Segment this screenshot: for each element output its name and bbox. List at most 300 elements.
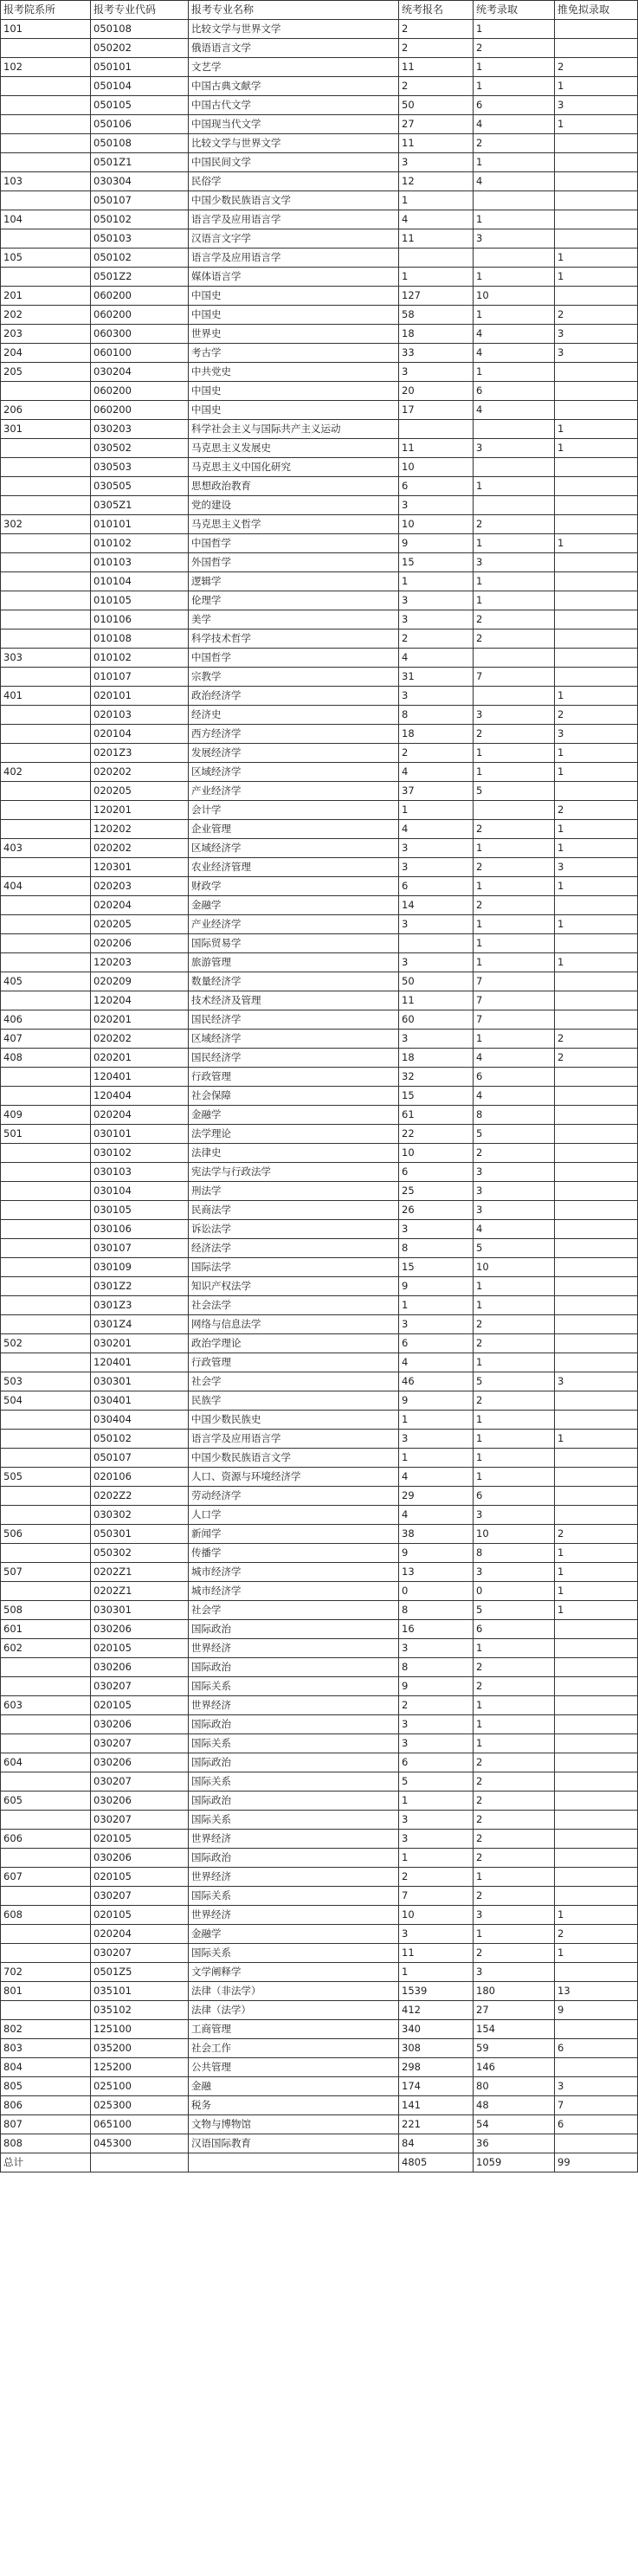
table-row	[1, 1030, 638, 1049]
cell-recommended-admitted	[555, 1277, 638, 1296]
cell-exam-admitted: 2	[474, 1849, 555, 1868]
table-row	[1, 1944, 638, 1963]
table-row	[1, 1277, 638, 1296]
cell-exam-admitted: 1	[474, 268, 555, 287]
cell-major-name: 马克思主义中国化研究	[189, 458, 399, 477]
cell-exam-admitted: 1	[474, 1430, 555, 1449]
cell-recommended-admitted	[555, 1258, 638, 1277]
cell-major-code: 030401	[91, 1391, 189, 1411]
cell-department	[1, 1201, 91, 1220]
cell-department	[1, 115, 91, 134]
cell-department: 502	[1, 1334, 91, 1353]
cell-major-code: 010102	[91, 649, 189, 668]
cell-department: 203	[1, 325, 91, 344]
cell-exam-applicants: 61	[399, 1106, 474, 1125]
cell-exam-applicants	[399, 934, 474, 953]
cell-department: 102	[1, 58, 91, 77]
cell-department	[1, 1849, 91, 1868]
cell-major-name: 语言学及应用语言学	[189, 210, 399, 229]
cell-exam-applicants: 3	[399, 687, 474, 706]
cell-department	[1, 1811, 91, 1830]
cell-exam-applicants: 1	[399, 1849, 474, 1868]
cell-major-code: 0202Z2	[91, 1487, 189, 1506]
cell-recommended-admitted	[555, 210, 638, 229]
cell-department: 303	[1, 649, 91, 668]
cell-recommended-admitted	[555, 1163, 638, 1182]
cell-major-code: 0301Z2	[91, 1277, 189, 1296]
cell-exam-admitted: 2	[474, 629, 555, 649]
table-row	[1, 325, 638, 344]
cell-recommended-admitted: 1	[555, 763, 638, 782]
cell-recommended-admitted: 1	[555, 1563, 638, 1582]
cell-major-name: 区域经济学	[189, 763, 399, 782]
cell-major-code: 050104	[91, 77, 189, 96]
table-row	[1, 496, 638, 515]
cell-recommended-admitted	[555, 1696, 638, 1715]
cell-recommended-admitted: 9	[555, 2001, 638, 2020]
cell-major-code: 020209	[91, 972, 189, 991]
cell-recommended-admitted	[555, 1887, 638, 1906]
table-row	[1, 1087, 638, 1106]
cell-major-code: 0202Z1	[91, 1563, 189, 1582]
cell-department: 206	[1, 401, 91, 420]
cell-major-code: 030104	[91, 1182, 189, 1201]
table-row	[1, 839, 638, 858]
cell-major-code: 050102	[91, 249, 189, 268]
cell-exam-admitted: 2	[474, 1811, 555, 1830]
cell-major-name: 科学技术哲学	[189, 629, 399, 649]
table-row	[1, 1411, 638, 1430]
cell-exam-admitted: 146	[474, 2058, 555, 2077]
table-row	[1, 915, 638, 934]
cell-recommended-admitted	[555, 191, 638, 210]
table-row	[1, 1715, 638, 1734]
cell-exam-admitted	[474, 420, 555, 439]
cell-department	[1, 382, 91, 401]
cell-major-code: 030106	[91, 1220, 189, 1239]
cell-department	[1, 1734, 91, 1753]
cell-exam-applicants: 221	[399, 2115, 474, 2134]
cell-major-name: 旅游管理	[189, 953, 399, 972]
cell-recommended-admitted	[555, 172, 638, 191]
cell-major-name: 中国民间文学	[189, 153, 399, 172]
cell-department: 504	[1, 1391, 91, 1411]
table-row	[1, 191, 638, 210]
header-exam-applicants: 统考报名	[399, 1, 474, 20]
table-row	[1, 610, 638, 629]
cell-major-name: 俄语语言文学	[189, 39, 399, 58]
cell-major-code: 065100	[91, 2115, 189, 2134]
cell-recommended-admitted	[555, 1125, 638, 1144]
cell-department	[1, 1411, 91, 1430]
cell-major-code: 050301	[91, 1525, 189, 1544]
cell-major-code: 030207	[91, 1734, 189, 1753]
cell-recommended-admitted	[555, 1353, 638, 1372]
cell-major-name: 国际关系	[189, 1734, 399, 1753]
cell-exam-applicants: 4	[399, 210, 474, 229]
cell-major-name: 中国现当代文学	[189, 115, 399, 134]
table-row	[1, 1372, 638, 1391]
cell-department: 406	[1, 1010, 91, 1030]
cell-department: 601	[1, 1620, 91, 1639]
cell-recommended-admitted: 1	[555, 439, 638, 458]
cell-major-name: 国际关系	[189, 1677, 399, 1696]
total-row	[1, 2153, 638, 2172]
cell-exam-admitted: 3	[474, 1506, 555, 1525]
table-row	[1, 1334, 638, 1353]
cell-exam-applicants: 2	[399, 20, 474, 39]
cell-recommended-admitted	[555, 1068, 638, 1087]
cell-major-name: 中国少数民族语言文学	[189, 191, 399, 210]
cell-recommended-admitted	[555, 2058, 638, 2077]
cell-major-name: 金融	[189, 2077, 399, 2096]
cell-exam-applicants: 11	[399, 134, 474, 153]
cell-department	[1, 134, 91, 153]
cell-department	[1, 268, 91, 287]
table-row	[1, 1506, 638, 1525]
cell-exam-applicants: 9	[399, 534, 474, 553]
cell-department	[1, 1068, 91, 1087]
table-row	[1, 1639, 638, 1658]
cell-department	[1, 1487, 91, 1506]
cell-major-code: 010104	[91, 572, 189, 591]
table-row	[1, 1258, 638, 1277]
cell-recommended-admitted	[555, 553, 638, 572]
cell-department	[1, 534, 91, 553]
cell-major-code: 010102	[91, 534, 189, 553]
cell-department	[1, 1277, 91, 1296]
cell-exam-admitted: 2	[474, 1753, 555, 1772]
cell-recommended-admitted: 3	[555, 1372, 638, 1391]
cell-recommended-admitted: 3	[555, 2077, 638, 2096]
cell-recommended-admitted	[555, 401, 638, 420]
table-row	[1, 1125, 638, 1144]
cell-department	[1, 991, 91, 1010]
cell-recommended-admitted	[555, 229, 638, 249]
cell-exam-applicants: 4805	[399, 2153, 474, 2172]
cell-recommended-admitted	[555, 1182, 638, 1201]
cell-department: 405	[1, 972, 91, 991]
cell-exam-admitted	[474, 496, 555, 515]
cell-exam-applicants: 3	[399, 953, 474, 972]
cell-department	[1, 1544, 91, 1563]
table-row	[1, 649, 638, 668]
cell-major-code: 020202	[91, 763, 189, 782]
cell-major-name: 知识产权法学	[189, 1277, 399, 1296]
cell-department	[1, 1506, 91, 1525]
cell-exam-applicants: 298	[399, 2058, 474, 2077]
table-row	[1, 134, 638, 153]
cell-exam-admitted: 48	[474, 2096, 555, 2115]
cell-major-code: 020201	[91, 1049, 189, 1068]
cell-major-name: 企业管理	[189, 820, 399, 839]
cell-major-name: 国际贸易学	[189, 934, 399, 953]
cell-major-name: 社会学	[189, 1372, 399, 1391]
cell-exam-admitted: 1	[474, 744, 555, 763]
cell-major-name: 数量经济学	[189, 972, 399, 991]
cell-recommended-admitted	[555, 1201, 638, 1220]
cell-exam-applicants: 10	[399, 515, 474, 534]
cell-major-name: 诉讼法学	[189, 1220, 399, 1239]
table-row	[1, 1658, 638, 1677]
cell-department	[1, 1582, 91, 1601]
cell-exam-admitted: 7	[474, 972, 555, 991]
cell-exam-applicants: 8	[399, 1601, 474, 1620]
cell-department	[1, 1944, 91, 1963]
cell-major-name: 金融学	[189, 1106, 399, 1125]
cell-department	[1, 1258, 91, 1277]
table-row	[1, 420, 638, 439]
cell-recommended-admitted	[555, 1811, 638, 1830]
cell-major-name: 马克思主义发展史	[189, 439, 399, 458]
table-row	[1, 96, 638, 115]
cell-department	[1, 953, 91, 972]
cell-exam-admitted: 4	[474, 325, 555, 344]
cell-major-code: 020105	[91, 1696, 189, 1715]
cell-exam-applicants: 9	[399, 1391, 474, 1411]
table-row	[1, 1601, 638, 1620]
cell-recommended-admitted: 1	[555, 1544, 638, 1563]
cell-recommended-admitted	[555, 1144, 638, 1163]
table-row	[1, 306, 638, 325]
cell-major-code: 030207	[91, 1772, 189, 1792]
cell-exam-admitted: 1	[474, 1296, 555, 1315]
cell-recommended-admitted	[555, 668, 638, 687]
cell-department: 409	[1, 1106, 91, 1125]
cell-major-code: 020103	[91, 706, 189, 725]
table-row	[1, 782, 638, 801]
cell-major-code: 120401	[91, 1353, 189, 1372]
cell-major-code: 020204	[91, 896, 189, 915]
cell-recommended-admitted	[555, 496, 638, 515]
cell-major-code: 0301Z3	[91, 1296, 189, 1315]
cell-major-name: 金融学	[189, 896, 399, 915]
cell-major-name: 工商管理	[189, 2020, 399, 2039]
cell-department	[1, 1430, 91, 1449]
cell-major-code: 060200	[91, 287, 189, 306]
cell-major-name: 社会工作	[189, 2039, 399, 2058]
cell-exam-applicants: 16	[399, 1620, 474, 1639]
cell-exam-applicants: 12	[399, 172, 474, 191]
table-row	[1, 401, 638, 420]
cell-exam-admitted: 2	[474, 515, 555, 534]
cell-department	[1, 858, 91, 877]
table-row	[1, 1144, 638, 1163]
cell-major-name: 世界经济	[189, 1696, 399, 1715]
cell-exam-applicants: 6	[399, 477, 474, 496]
cell-exam-admitted: 2	[474, 1144, 555, 1163]
cell-recommended-admitted: 2	[555, 58, 638, 77]
table-row	[1, 763, 638, 782]
cell-major-code: 020104	[91, 725, 189, 744]
cell-exam-applicants: 14	[399, 896, 474, 915]
table-row	[1, 515, 638, 534]
cell-major-name: 社会保障	[189, 1087, 399, 1106]
table-row	[1, 344, 638, 363]
table-row	[1, 572, 638, 591]
cell-exam-applicants: 3	[399, 153, 474, 172]
cell-department	[1, 77, 91, 96]
cell-major-name: 财政学	[189, 877, 399, 896]
cell-major-name: 考古学	[189, 344, 399, 363]
cell-exam-admitted: 2	[474, 820, 555, 839]
cell-major-name: 传播学	[189, 1544, 399, 1563]
header-department: 报考院系所	[1, 1, 91, 20]
table-header	[1, 1, 638, 20]
cell-major-code: 020106	[91, 1468, 189, 1487]
cell-department: 402	[1, 763, 91, 782]
cell-department	[1, 439, 91, 458]
cell-major-name: 语言学及应用语言学	[189, 1430, 399, 1449]
cell-exam-admitted: 180	[474, 1982, 555, 2001]
cell-major-name: 政治学理论	[189, 1334, 399, 1353]
cell-major-name: 文物与博物馆	[189, 2115, 399, 2134]
cell-major-name: 法学理论	[189, 1125, 399, 1144]
cell-recommended-admitted	[555, 572, 638, 591]
cell-exam-applicants: 32	[399, 1068, 474, 1087]
cell-exam-admitted: 5	[474, 1601, 555, 1620]
cell-department: 401	[1, 687, 91, 706]
cell-exam-applicants: 6	[399, 1753, 474, 1772]
cell-recommended-admitted: 1	[555, 877, 638, 896]
cell-exam-applicants: 174	[399, 2077, 474, 2096]
cell-major-name: 会计学	[189, 801, 399, 820]
cell-exam-admitted: 1	[474, 877, 555, 896]
cell-department	[1, 915, 91, 934]
cell-major-code: 030109	[91, 1258, 189, 1277]
header-major-name: 报考专业名称	[189, 1, 399, 20]
cell-exam-applicants: 27	[399, 115, 474, 134]
cell-major-code: 120404	[91, 1087, 189, 1106]
cell-department	[1, 458, 91, 477]
cell-major-code: 030103	[91, 1163, 189, 1182]
cell-major-code: 030107	[91, 1239, 189, 1258]
cell-major-name: 城市经济学	[189, 1582, 399, 1601]
cell-major-code: 030304	[91, 172, 189, 191]
cell-exam-applicants: 8	[399, 1658, 474, 1677]
cell-major-name: 劳动经济学	[189, 1487, 399, 1506]
cell-exam-applicants: 10	[399, 1144, 474, 1163]
cell-exam-admitted: 1	[474, 953, 555, 972]
cell-major-name: 经济法学	[189, 1239, 399, 1258]
cell-exam-admitted: 5	[474, 1239, 555, 1258]
cell-major-code: 030301	[91, 1372, 189, 1391]
cell-exam-admitted: 6	[474, 1068, 555, 1087]
cell-major-name: 公共管理	[189, 2058, 399, 2077]
cell-recommended-admitted	[555, 458, 638, 477]
header-recommended-admitted: 推免拟录取	[555, 1, 638, 20]
cell-exam-admitted: 1	[474, 839, 555, 858]
cell-exam-admitted: 1	[474, 1925, 555, 1944]
cell-major-name: 农业经济管理	[189, 858, 399, 877]
cell-major-code: 030206	[91, 1620, 189, 1639]
cell-major-name: 中国史	[189, 287, 399, 306]
cell-recommended-admitted	[555, 1239, 638, 1258]
cell-exam-applicants: 20	[399, 382, 474, 401]
cell-major-name: 国际政治	[189, 1753, 399, 1772]
cell-recommended-admitted	[555, 610, 638, 629]
cell-major-code: 020101	[91, 687, 189, 706]
cell-exam-applicants: 6	[399, 877, 474, 896]
cell-recommended-admitted	[555, 363, 638, 382]
cell-department: 802	[1, 2020, 91, 2039]
cell-exam-applicants: 2	[399, 77, 474, 96]
cell-recommended-admitted	[555, 1868, 638, 1887]
cell-recommended-admitted	[555, 1468, 638, 1487]
cell-exam-admitted: 5	[474, 1125, 555, 1144]
cell-department	[1, 725, 91, 744]
cell-major-name: 汉语国际教育	[189, 2134, 399, 2153]
table-row	[1, 1792, 638, 1811]
cell-recommended-admitted: 1	[555, 1944, 638, 1963]
cell-major-code: 120203	[91, 953, 189, 972]
cell-major-code: 050102	[91, 210, 189, 229]
table-row	[1, 2115, 638, 2134]
cell-exam-applicants: 2	[399, 1868, 474, 1887]
cell-exam-applicants: 4	[399, 1506, 474, 1525]
cell-exam-admitted: 3	[474, 1201, 555, 1220]
cell-exam-admitted: 1	[474, 1411, 555, 1430]
table-row	[1, 1982, 638, 2001]
cell-major-name: 伦理学	[189, 591, 399, 610]
cell-major-code: 030503	[91, 458, 189, 477]
table-row	[1, 1010, 638, 1030]
cell-exam-applicants: 3	[399, 1430, 474, 1449]
cell-recommended-admitted	[555, 2134, 638, 2153]
cell-exam-applicants: 11	[399, 58, 474, 77]
table-row	[1, 1734, 638, 1753]
cell-major-name: 国民经济学	[189, 1049, 399, 1068]
cell-exam-admitted: 1	[474, 58, 555, 77]
cell-department	[1, 1715, 91, 1734]
cell-major-code: 050102	[91, 1430, 189, 1449]
cell-exam-applicants: 3	[399, 1639, 474, 1658]
cell-major-code: 060200	[91, 306, 189, 325]
cell-department: 403	[1, 839, 91, 858]
cell-exam-applicants: 0	[399, 1582, 474, 1601]
cell-major-code: 0202Z1	[91, 1582, 189, 1601]
cell-exam-admitted: 3	[474, 229, 555, 249]
cell-exam-admitted: 6	[474, 96, 555, 115]
cell-major-code: 120202	[91, 820, 189, 839]
cell-recommended-admitted	[555, 515, 638, 534]
cell-exam-applicants: 4	[399, 763, 474, 782]
cell-major-name: 刑法学	[189, 1182, 399, 1201]
cell-recommended-admitted: 3	[555, 325, 638, 344]
cell-recommended-admitted	[555, 1087, 638, 1106]
cell-recommended-admitted: 13	[555, 1982, 638, 2001]
cell-department	[1, 96, 91, 115]
cell-major-name: 国际关系	[189, 1772, 399, 1792]
cell-exam-applicants: 340	[399, 2020, 474, 2039]
cell-department	[1, 1353, 91, 1372]
cell-major-name: 中国哲学	[189, 649, 399, 668]
cell-recommended-admitted: 1	[555, 268, 638, 287]
table-row	[1, 1391, 638, 1411]
table-row	[1, 1696, 638, 1715]
cell-department: 204	[1, 344, 91, 363]
cell-major-name: 马克思主义哲学	[189, 515, 399, 534]
cell-major-code: 050103	[91, 229, 189, 249]
table-row	[1, 115, 638, 134]
cell-recommended-admitted	[555, 382, 638, 401]
cell-recommended-admitted: 1	[555, 77, 638, 96]
cell-major-name: 政治经济学	[189, 687, 399, 706]
cell-exam-applicants: 18	[399, 725, 474, 744]
cell-recommended-admitted: 3	[555, 858, 638, 877]
cell-department: 506	[1, 1525, 91, 1544]
cell-exam-admitted	[474, 801, 555, 820]
